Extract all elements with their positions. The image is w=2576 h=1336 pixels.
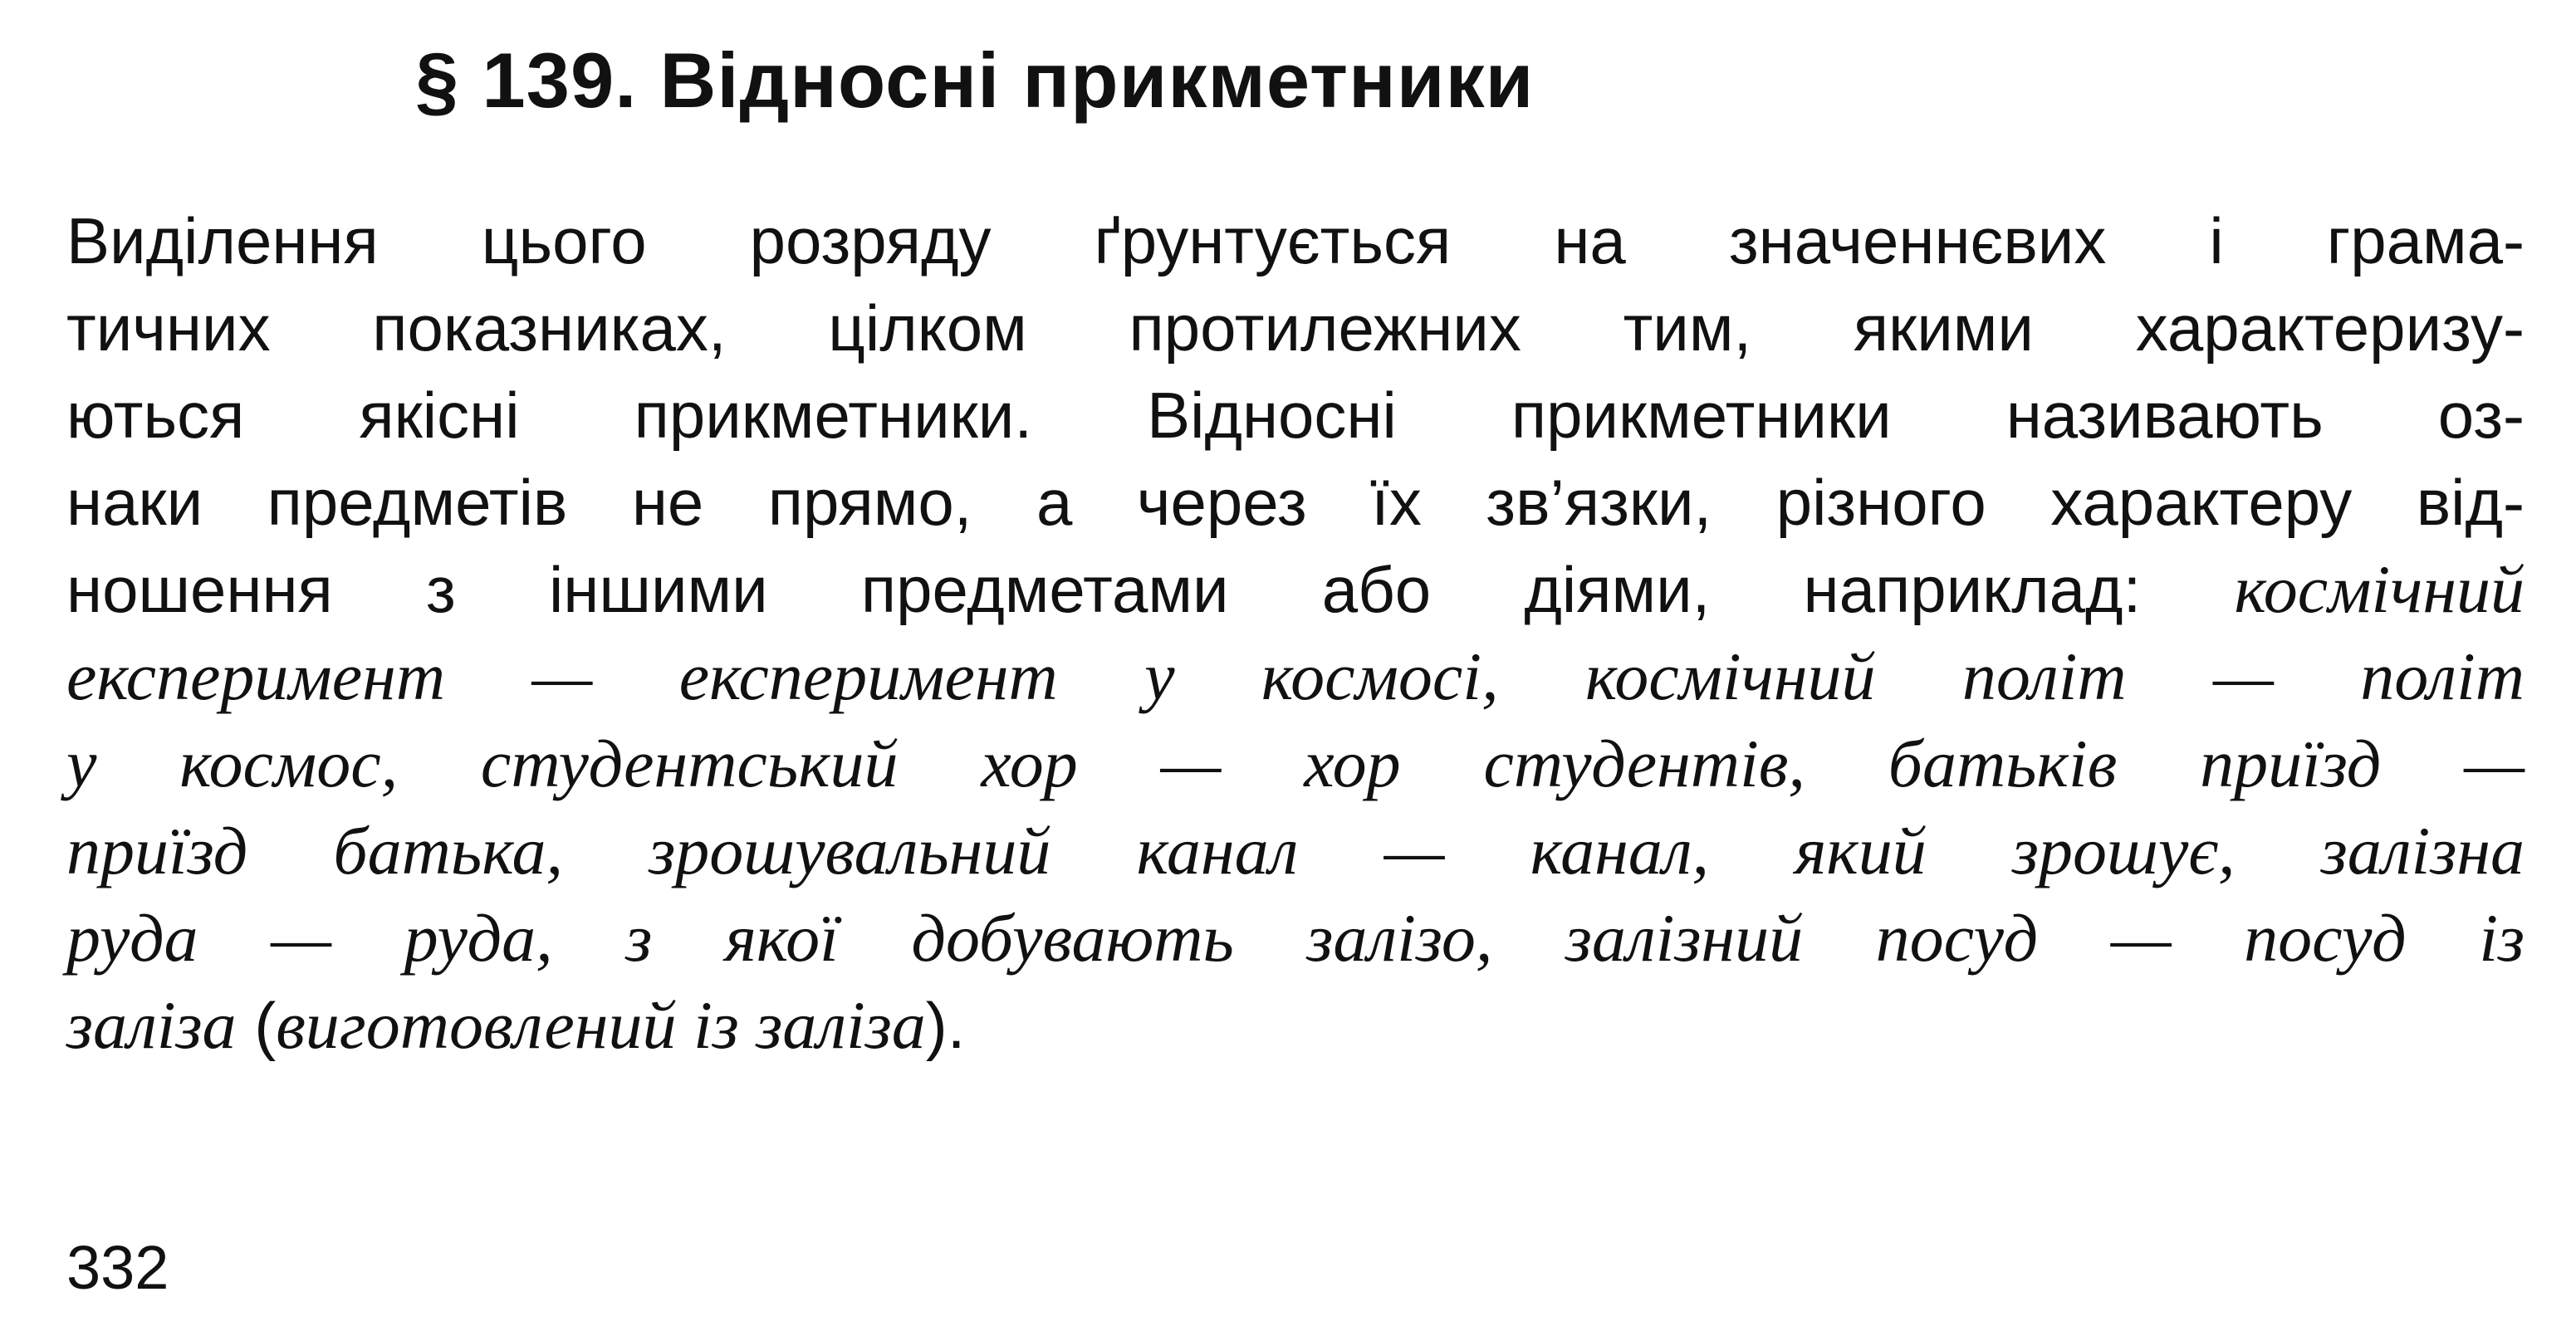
text-segment: тичних показниках, цілком протилежних тим, якими характеризу-: [66, 291, 2525, 365]
text-line-8: [66, 805, 2525, 897]
text-line-1: [66, 195, 2525, 286]
example-text: руда — руда, з якої добувають залізо, залізний посуд — посуд із: [66, 900, 2525, 976]
text-line-10: [66, 980, 2525, 1071]
example-text: у космос, студентський хор — хор студентів, батьків приїзд —: [66, 726, 2525, 801]
text-segment: ).: [925, 989, 966, 1062]
section-heading: § 139. Відносні прикметники: [415, 37, 1535, 124]
example-text: експеримент — експеримент у космосі, космічний політ — політ: [66, 639, 2525, 714]
text-line-4: [66, 457, 2525, 548]
text-segment: (: [236, 989, 277, 1062]
text-line-2: [66, 282, 2525, 374]
example-text: приїзд батька, зрошувальний канал — канал, який зрошує, залізна: [66, 813, 2525, 888]
text-segment: ношення з іншими предметами або діями, наприклад:: [66, 553, 2235, 626]
text-line-7: [66, 718, 2525, 810]
text-line-6: [66, 631, 2525, 722]
text-segment: Виділення цього розряду ґрунтується на значеннєвих і грама-: [66, 204, 2525, 277]
text-line-3: [66, 369, 2525, 461]
example-text: заліза: [66, 987, 237, 1063]
text-line-9: [66, 893, 2525, 984]
page-number: 332: [66, 1233, 169, 1302]
example-text: космічний: [2234, 551, 2525, 627]
example-text: виготовлений із заліза: [276, 987, 926, 1063]
text-segment: ються якісні прикметники. Відносні прикметники називають оз-: [66, 379, 2525, 452]
text-segment: наки предметів не прямо, а через їх зв’язки, різного характеру від-: [66, 466, 2525, 539]
text-line-5: [66, 544, 2525, 635]
